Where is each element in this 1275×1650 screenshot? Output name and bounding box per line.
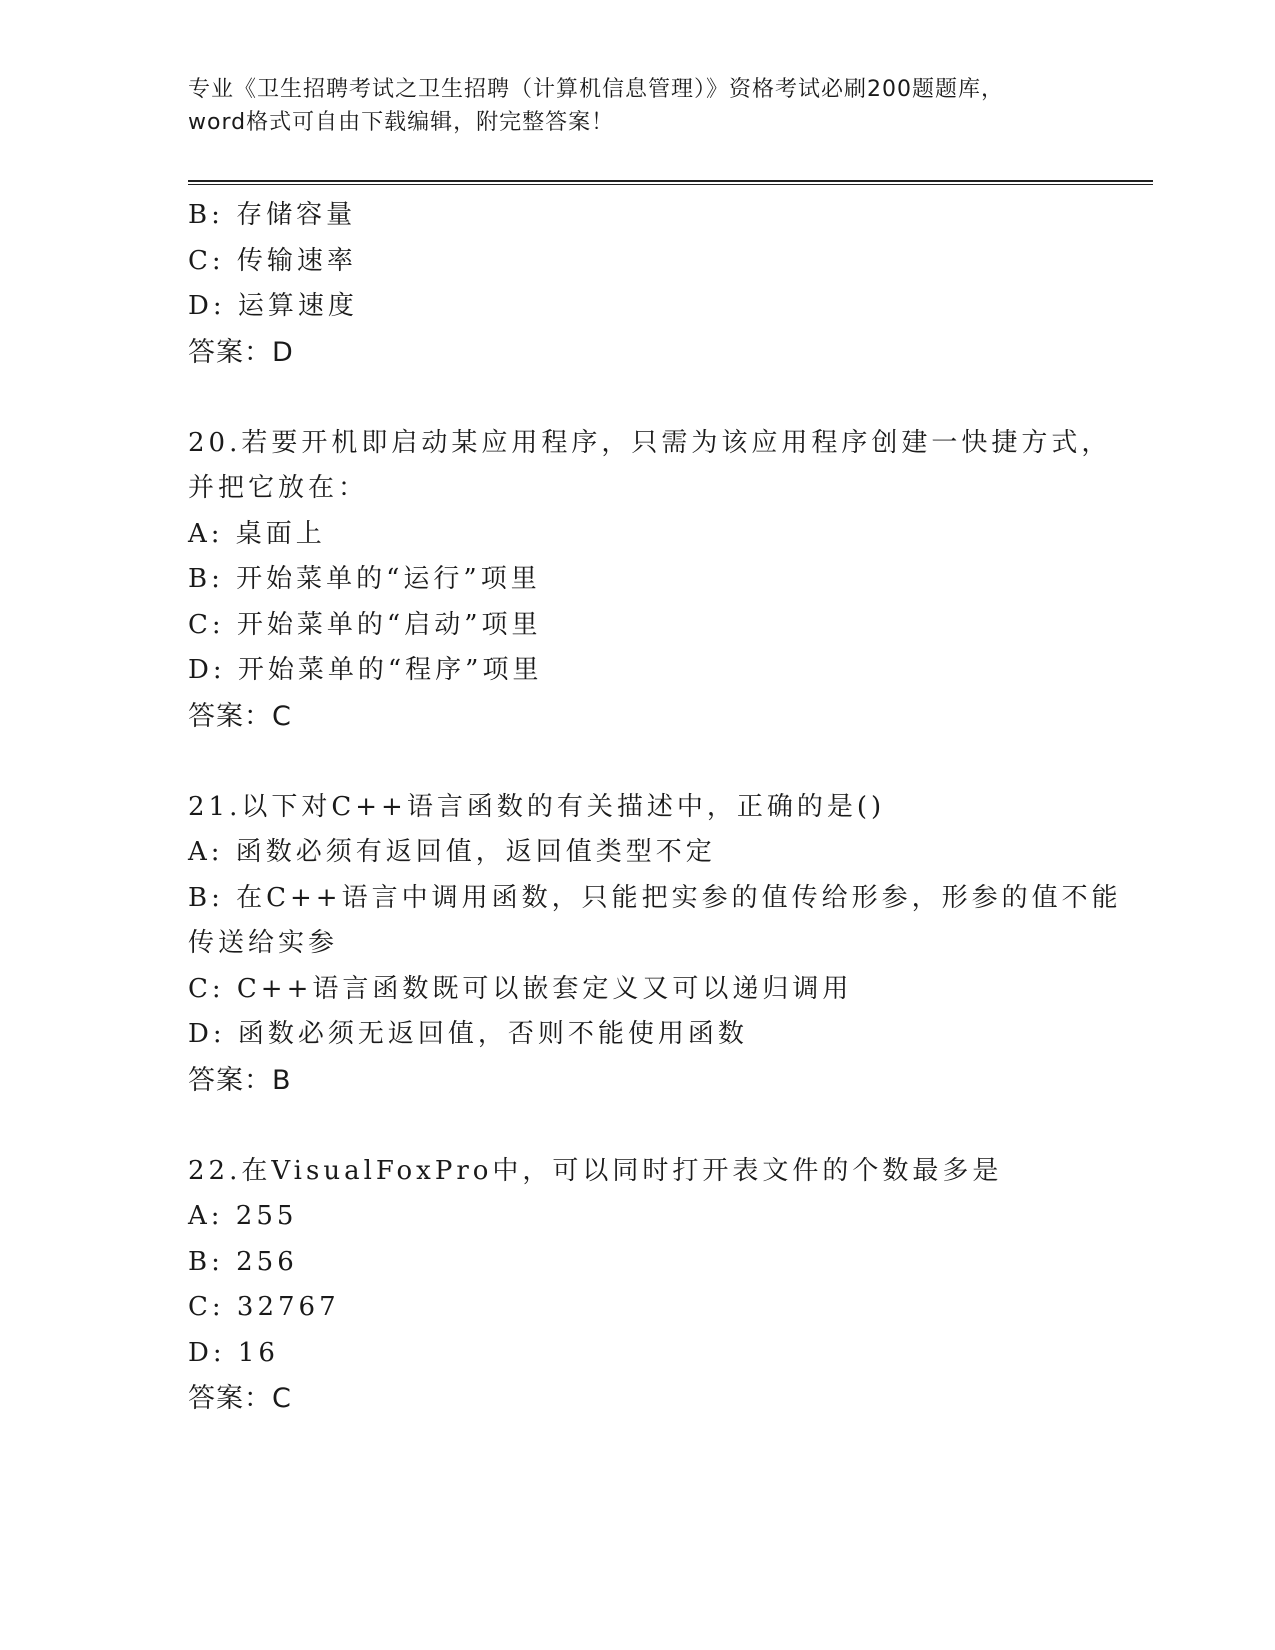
answer-line: 答案：C (188, 700, 292, 732)
option-b: B: 开始菜单的“运行”项里 (188, 564, 541, 594)
document-header (188, 73, 1088, 139)
option-c: C: 32767 (188, 1292, 340, 1322)
option-b: B: 存储容量 (188, 200, 357, 230)
question-21 (188, 785, 1122, 1104)
header-line-2: word格式可自由下载编辑，附完整答案！ (188, 110, 615, 135)
option-b-continued: 传送给实参 (188, 928, 339, 958)
question-20 (188, 421, 1112, 740)
option-b: B: 256 (188, 1246, 298, 1277)
option-a: A: 函数必须有返回值，返回值类型不定 (188, 837, 716, 867)
question-list (188, 193, 1122, 1422)
option-c: C: C++语言函数既可以嵌套定义又可以递归调用 (188, 973, 853, 1004)
header-line-1: 专业《卫生招聘考试之卫生招聘（计算机信息管理）》资格考试必刷200题题库， (188, 77, 1004, 102)
answer-line: 答案：B (188, 1064, 292, 1096)
header-divider (188, 180, 1153, 185)
answer-line: 答案：D (188, 336, 294, 368)
question-stem: 21.以下对C++语言函数的有关描述中，正确的是() (188, 791, 886, 822)
option-d: D: 函数必须无返回值，否则不能使用函数 (188, 1019, 748, 1049)
option-a: A: 桌面上 (188, 518, 326, 549)
option-d: D: 开始菜单的“程序”项里 (188, 655, 543, 685)
question-stem-continued: 并把它放在： (188, 473, 369, 503)
option-d: D: 16 (188, 1337, 279, 1368)
answer-line: 答案：C (188, 1383, 292, 1414)
question-stem: 20.若要开机即启动某应用程序，只需为该应用程序创建一快捷方式， (188, 427, 1112, 458)
option-c: C: 开始菜单的“启动”项里 (188, 609, 542, 640)
question-stem: 22.在VisualFoxPro中，可以同时打开表文件的个数最多是 (188, 1155, 1003, 1186)
question-19-continued (188, 193, 1068, 375)
option-b: B: 在C++语言中调用函数，只能把实参的值传给形参，形参的值不能 (188, 882, 1122, 913)
option-d: D: 运算速度 (188, 291, 358, 321)
option-a: A: 255 (188, 1201, 298, 1231)
question-22 (188, 1149, 1068, 1422)
option-c: C: 传输速率 (188, 245, 357, 276)
